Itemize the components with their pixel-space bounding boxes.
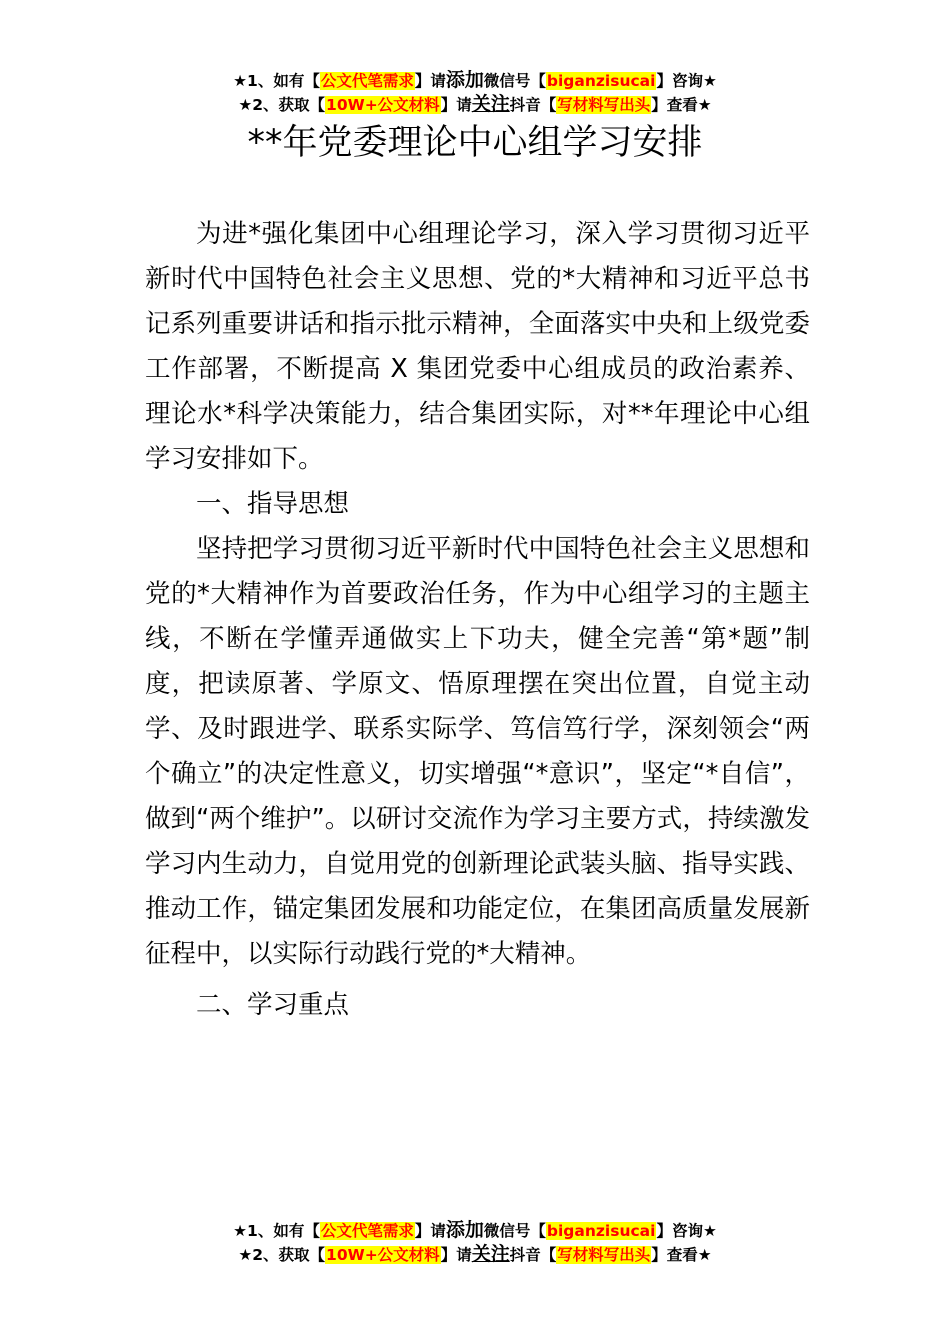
banner-highlight: 公文代笔需求 [320,72,414,90]
banner-text: 】请 [440,1246,472,1264]
banner-highlight: 10W+公文材料 [326,1246,440,1264]
banner-highlight: 公文代笔需求 [320,1222,414,1240]
banner-text: ★2、获取【 [238,96,326,114]
section-paragraph-1: 坚持把学习贯彻习近平新时代中国特色社会主义思想和党的*大精神作为首要政治任务，作为中心组学习的主题主线，不断在学懂弄通做实上下功夫，健全完善“第*题”制度，把读原著、学原文、悟原理摆在突出位置，自觉主动学、及时跟进学、联系实际学、笃信笃行学，深刻领会“两个确立”的决定性意义，切实增强“*意识”，坚定“*自信”，做到“两个维护”。以研讨交流作为学习主要方式，持续激发学习内生动力，自觉用党的创新理论武装头脑、指导实践、推动工作，锚定集团发展和功能定位，在集团高质量发展新征程中，以实际行动践行党的*大精神。 [145,534,810,969]
banner-text: ★1、如有【 [233,1222,320,1240]
banner-text: 抖音【 [509,96,557,114]
banner-douyin-id: 写材料写出头 [557,1246,651,1264]
banner-text: 抖音【 [509,1246,557,1264]
header-banner [0,68,950,116]
footer-banner [0,1218,950,1266]
banner-emphasis: 添加 [445,69,484,91]
banner-text: 】请 [414,1222,446,1240]
banner-text: 】查看★ [651,96,712,114]
banner-text: 】请 [440,96,472,114]
section-heading-2: 二、学习重点 [196,990,350,1020]
banner-text: 】请 [414,72,446,90]
document-body [145,212,810,1028]
section-heading-1: 一、指导思想 [196,489,350,519]
banner-line-2 [0,1242,950,1266]
banner-emphasis: 关注 [471,93,510,115]
banner-text: 】查看★ [651,1246,712,1264]
banner-text: ★1、如有【 [233,72,320,90]
banner-text: 微信号【 [483,1222,546,1240]
banner-wechat-id: biganzisucai [546,1222,656,1240]
banner-line-1 [0,1218,950,1242]
banner-wechat-id: biganzisucai [546,72,656,90]
banner-emphasis: 添加 [445,1219,484,1241]
banner-douyin-id: 写材料写出头 [557,96,651,114]
banner-highlight: 10W+公文材料 [326,96,440,114]
banner-line-1 [0,68,950,92]
banner-text: 微信号【 [483,72,546,90]
banner-text: 】咨询★ [656,1222,717,1240]
intro-paragraph: 为进*强化集团中心组理论学习，深入学习贯彻习近平新时代中国特色社会主义思想、党的*大精神和习近平总书记系列重要讲话和指示批示精神，全面落实中央和上级党委工作部署，不断提高 X 集团党委中心组成员的政治素养、理论水*科学决策能力，结合集团实际，对**年理论中心组学习安排如下。 [145,219,810,474]
document-title: **年党委理论中心组学习安排 [247,123,703,163]
banner-line-2 [0,92,950,116]
banner-emphasis: 关注 [471,1243,510,1265]
banner-text: 】咨询★ [656,72,717,90]
banner-text: ★2、获取【 [238,1246,326,1264]
